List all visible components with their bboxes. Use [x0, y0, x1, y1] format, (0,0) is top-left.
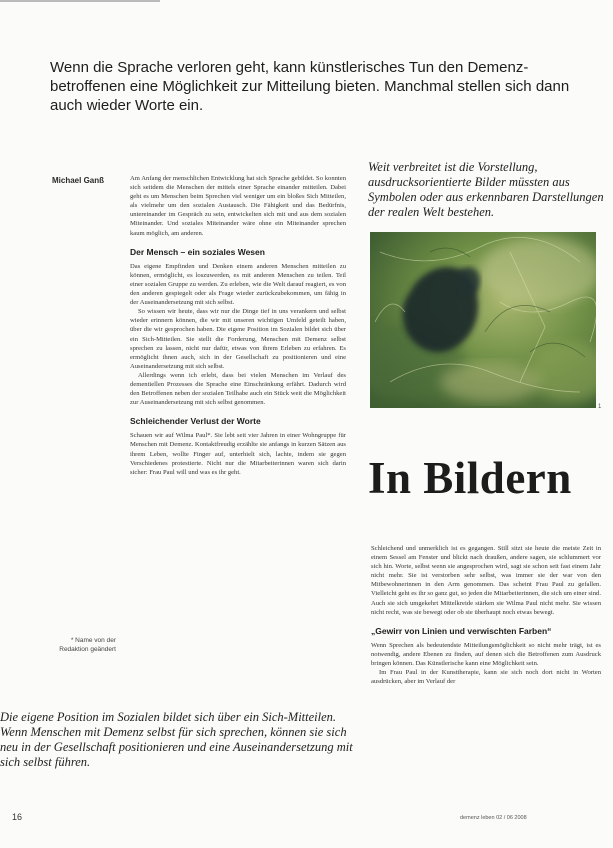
- paragraph: Schauen wir auf Wilma Paul*. Sie lebt seit vier Jahren in einer Wohngruppe für Menschen mit Demenz. Kontaktfreudig erzählte sie anfangs in kurzen Sätzen aus ihrem Leben, wollte Finger auf, unterhielt sich, lachte, indem sie gegen Verschiedenes protestierte. Nicht nur die Mitarbeiterinnen waren sich darin sicher: Frau Paul will und was es ihr geht.: [130, 432, 346, 476]
- paragraph: Schleichend und unmerklich ist es gegangen. Still sitzt sie heute die meiste Zeit in einem Sessel am Fenster und blickt nach draußen, andere sagen, sie schlummert vor sich hin. Worte, selbst wenn sie angesprochen wird, sagt sie schon seit fast einem Jahr nicht mehr. Sie ist verstorben sehr selbst, was immer sie der war von den Mitbewohnerinnen in den Arm genommen. Das scheint Frau Paul zu gefallen. Vielleicht geht es ihr so ganz gut, so jeden die Mitarbeiterinnen, die sich um einer sind. Auch sie sich umgekehrt Mittelkreide stärken sie Wilma Paul nicht mehr. Sie wissen nicht recht, was sie bewegt oder ob sie überhaupt noch etwas bewegt.: [371, 545, 601, 616]
- right-text-column: [371, 544, 601, 686]
- author-name: Michael Ganß: [52, 176, 105, 185]
- paragraph: Am Anfang der menschlichen Entwicklung hat sich Sprache gebildet. So konnten sich seitdem die Menschen der mittels einer Sprache einander mitteilen. Dabei geht es um Menschen beim Sprechen viel weniger um ein bloßes Sich Mitteilen, als vielmehr um den sozialen Austausch. Die Fähigkeit und das Bedürfnis, untereinander im Gespräch zu sein, entwickelten sich mit und aus dem sozialen Miteinander. Und soziales Miteinander wäre ohne ein Miteinander sprechen kaum möglich, am anderen.: [130, 175, 346, 237]
- abstract-painting-graphic: [370, 232, 596, 408]
- left-text-column: [130, 174, 346, 477]
- subheading: Der Mensch – ein soziales Wesen: [130, 246, 265, 257]
- paragraph: Das eigene Empfinden und Denken einem anderen Menschen mitteilen zu können, ermöglicht, es loszuwerden, es mit anderen Menschen zu teilen. Teil einer sozialen Gruppe zu werden. Zu erleben, wie die Welt darauf reagiert, es von den anderen gespiegelt oder als Frage wieder zurückzubekommen, um fähig in der Auseinandersetzung mit sich selbst.: [130, 262, 346, 307]
- paragraph: So wissen wir heute, dass wir nur die Dinge tief in uns verankern und selbst wieder erinnern können, die wir mit unseren wichtigen Umfeld geteilt haben, über die wir gesprochen haben. Die eigene Position im Sozialen bildet sich über ein Sich-Mitteilen. Sie stellt die Forderung, Menschen mit Demenz selbst sprechen zu lassen, nicht nur dafür, etwas von ihrem Erleben zu erfahren. Es ermöglicht ihnen auch, sich in der Gesellschaft zu positionieren und eine Auseinandersetzung mit sich selbst.: [130, 308, 346, 370]
- headline: In Bildern: [368, 453, 572, 503]
- footnote: * Name von der Redaktion geändert: [59, 637, 116, 653]
- lead-paragraph: Wenn die Sprache verloren geht, kann künstlerisches Tun den Demenz-betroffenen eine Möglichkeit zur Mitteilung bieten. Manchmal stellen sich dann auch wieder Worte ein.: [50, 59, 570, 114]
- page-number: 16: [12, 812, 23, 822]
- pull-quote-bottom: Die eigene Position im Sozialen bildet sich über ein Sich-Mitteilen. Wenn Menschen mit Demenz selbst für sich sprechen, können sie sich neu in der Gesellschaft positionieren und eine Auseinandersetzung mit sich selbst führen.: [0, 710, 353, 769]
- paragraph: Allerdings wenn ich erlebt, dass bei vielen Menschen im Verlauf des dementiellen Prozesses die Sprache eine Einschränkung erfährt. Dadurch wird den Betroffenen neben der sozialen Teilhabe auch ein Stück weit die Möglichkeit zur Auseinandersetzung mit sich selbst genommen.: [130, 371, 346, 407]
- subheading: „Gewirr von Linien und verwischten Farben“: [371, 625, 552, 636]
- paragraph: Im Frau Paul in der Kunsttherapie, kann sie sich noch dort nicht in Worten ausdrücken, aber im Verlauf der: [371, 669, 601, 686]
- subheading: Schleichender Verlust der Worte: [130, 416, 261, 427]
- pull-quote-top: Weit verbreitet ist die Vorstellung, ausdrucksorientierte Bilder müssten aus Symbolen oder aus erkennbaren Darstellungen der realen Welt bestehen.: [368, 160, 604, 219]
- image-caption-mark: 1: [598, 404, 602, 410]
- painting-image: [370, 232, 596, 408]
- paragraph: Wenn Sprechen als bedeutendste Mitteilungsmöglichkeit so nicht mehr trägt, ist es notwendig, andere Ebenen zu finden, auf denen sich die Betroffenen zum Ausdruck bringen können. Das Künstlerische kann eine Möglichkeit sein.: [371, 641, 601, 668]
- footer-line: demenz leben 02 / 06 2008: [460, 815, 527, 821]
- top-rule: [0, 0, 160, 2]
